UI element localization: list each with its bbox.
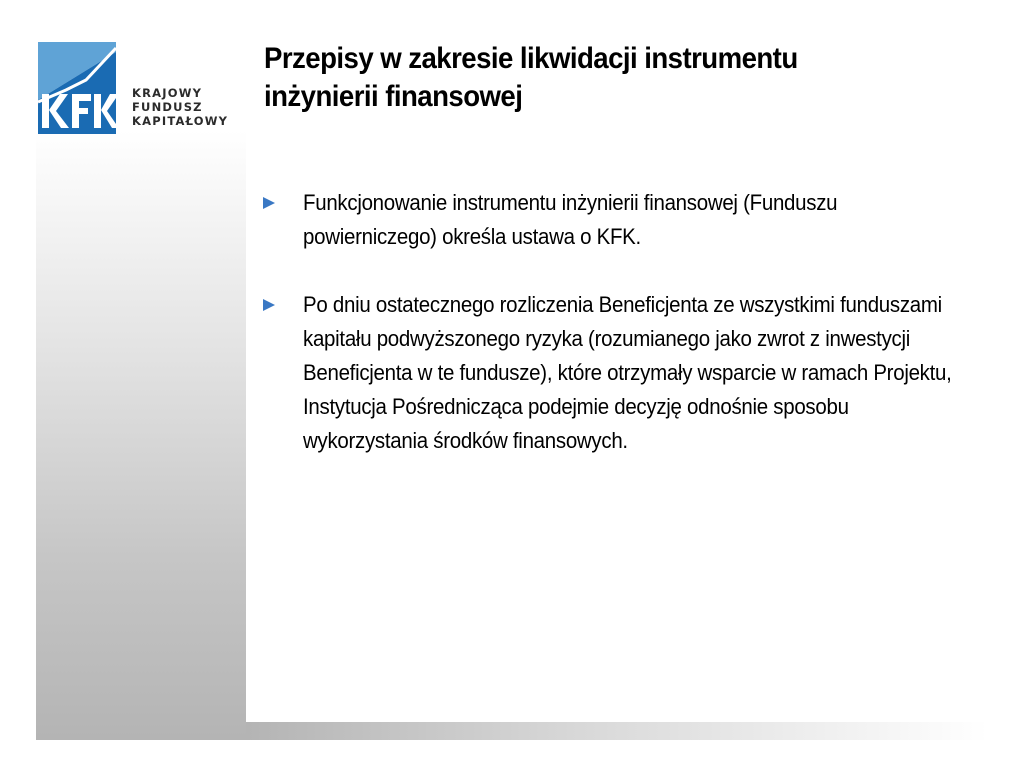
- logo-line-fundusz: FUNDUSZ: [132, 100, 203, 114]
- bullet-list: [262, 186, 972, 492]
- kfk-logo: [36, 42, 236, 134]
- logo-line-kapitalowy: KAPITAŁOWY: [132, 114, 229, 128]
- kfk-logo-mark-icon: [36, 42, 132, 134]
- left-gradient-band: [36, 130, 246, 740]
- bullet-item-2: [262, 288, 972, 458]
- triangle-right-icon: [262, 190, 276, 216]
- bullet-item-1: [262, 186, 972, 254]
- bullet-text-1: Funkcjonowanie instrumentu inżynierii finansowej (Funduszu powierniczego) określa ustawa o KFK.: [303, 190, 838, 249]
- triangle-right-icon: [262, 292, 276, 318]
- logo-line-krajowy: KRAJOWY: [132, 86, 203, 100]
- bottom-gradient-band: [246, 722, 988, 740]
- logo-wordmark: [132, 86, 228, 128]
- bullet-text-2: Po dniu ostatecznego rozliczenia Beneficjenta ze wszystkimi funduszami kapitału podwyższonego ryzyka (rozumianego jako zwrot z inwestycji Beneficjenta w te fundusze), które otrzymały wsparcie w ramach Projektu, Instytucja Pośrednicząca podejmie decyzję odnośnie sposobu wykorzystania środków finansowych.: [303, 292, 952, 453]
- slide-title: Przepisy w zakresie likwidacji instrumentu inżynierii finansowej: [264, 42, 798, 113]
